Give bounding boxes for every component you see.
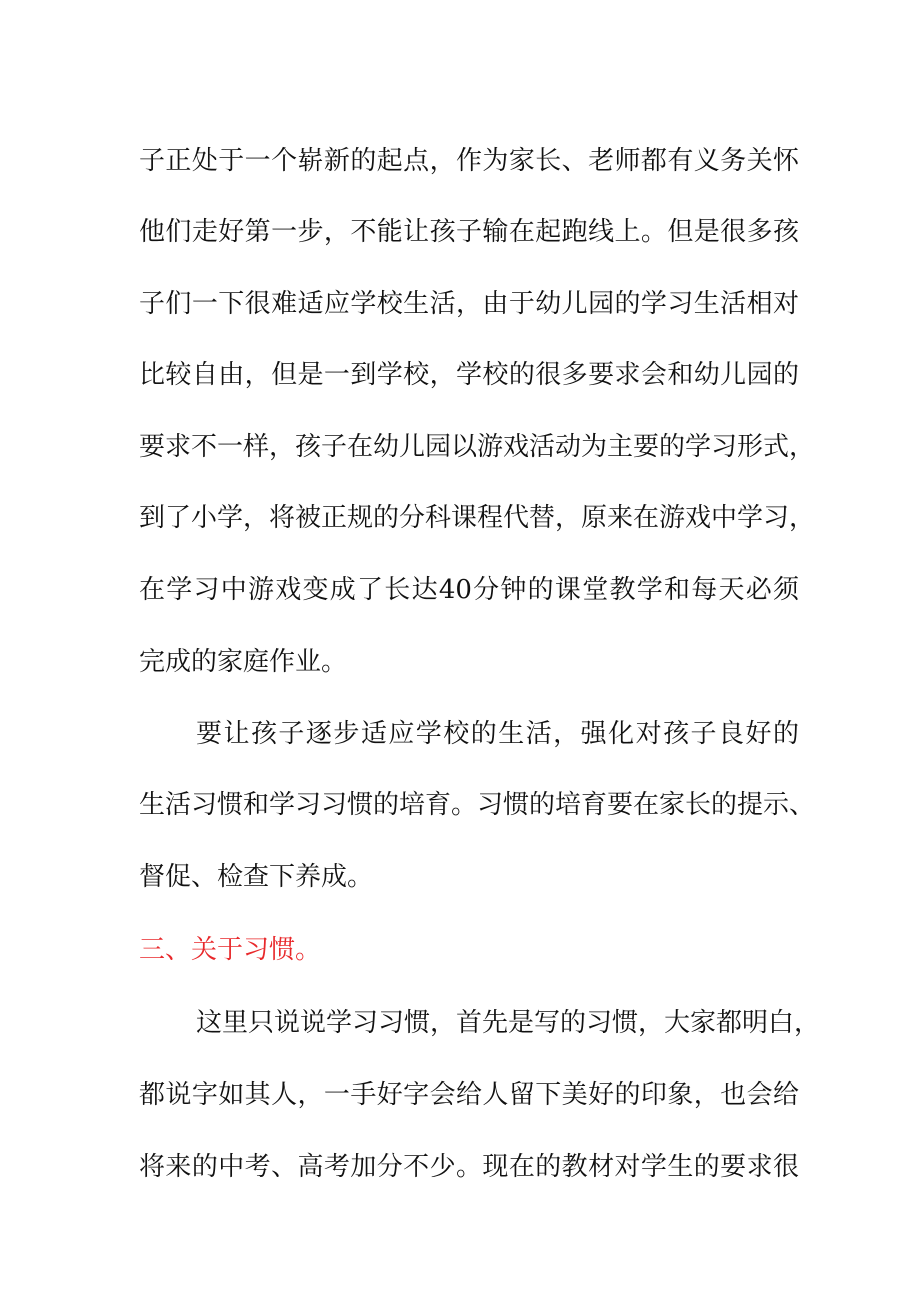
paragraph-1-line-8: 完成的家庭作业。 bbox=[139, 647, 348, 677]
paragraph-1-line-2: 他们走好第一步，不能让孩子输在起跑线上。但是很多孩 bbox=[139, 217, 799, 247]
paragraph-2-line-2: 生活习惯和学习习惯的培育。习惯的培育要在家长的提示、 bbox=[139, 790, 816, 820]
section-heading: 三、关于习惯。 bbox=[139, 935, 322, 965]
paragraph-1-line-3: 子们一下很难适应学校生活，由于幼儿园的学习生活相对 bbox=[139, 289, 799, 319]
paragraph-1-line-7: 在学习中游戏变成了长达40分钟的课堂教学和每天必须 bbox=[139, 575, 799, 605]
paragraph-3-line-2: 都说字如其人，一手好字会给人留下美好的印象，也会给 bbox=[139, 1080, 799, 1110]
paragraph-2-line-1: 要让孩子逐步适应学校的生活，强化对孩子良好的 bbox=[196, 719, 799, 749]
paragraph-1-line-4: 比较自由，但是一到学校，学校的很多要求会和幼儿园的 bbox=[139, 360, 799, 390]
paragraph-1-line-5: 要求不一样，孩子在幼儿园以游戏活动为主要的学习形式， bbox=[139, 432, 816, 462]
paragraph-3-line-1: 这里只说说学习习惯，首先是写的习惯，大家都明白， bbox=[196, 1008, 821, 1038]
paragraph-1-line-6: 到了小学，将被正规的分科课程代替，原来在游戏中学习， bbox=[139, 503, 816, 533]
paragraph-3-line-3: 将来的中考、高考加分不少。现在的教材对学生的要求很 bbox=[139, 1152, 799, 1182]
paragraph-2-line-3: 督促、检查下养成。 bbox=[139, 862, 374, 892]
paragraph-1-line-1: 子正处于一个崭新的起点，作为家长、老师都有义务关怀 bbox=[139, 146, 799, 176]
